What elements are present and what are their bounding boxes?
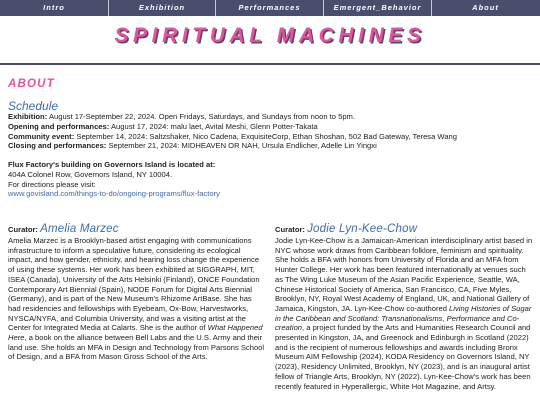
curator-bio: Amelia Marzec is a Brooklyn-based artist engaging with communications infrastructure to inform a speculative future, considering its ecological impact, and how gender, ethnicity, and hearing loss change the experience of using these systems. Her work has been exhibited at SIGGRAPH, MIT, ISEA (Canada), University of the Arts Helsinki (Finland), ONCE Foundation Contemporary Art Biennial (Spain), NODE Forum for Digital Arts Biennial (Germany), and is part of the New Museum's Rhizome ArtBase. She has had residencies and fellowships with Eyebeam, Ox-Bow, Harvestworks, NYSCA/NYFA, and Columbia University, and was a visiting artist at the Center for Integrated Media at Calarts. She is the author of What Happened Here, a book on the alliance between Bell Labs and the U.S. Army and their land use. She holds an MFA in Design and Technology from Parsons School of Design, and a BFA from Mason Gross School of the Arts. xyxy=(8,236,265,362)
curator-header xyxy=(275,223,534,236)
about-heading: ABOUT xyxy=(8,78,55,90)
schedule-closing: Closing and performances: September 21, 2024: MIDHEAVEN OR NAH, Ursula Endlicher, Adelle Lin Yingxi xyxy=(8,141,377,151)
schedule-heading: Schedule xyxy=(8,99,59,113)
curator-amelia xyxy=(8,223,266,362)
curator-label: Curator: xyxy=(8,225,38,234)
schedule-community: Community event: September 14, 2024: Saltzshaker, Nico Cadena, ExquisiteCorp, Ethan Shoshan, 502 Bad Gateway, Teresa Wang xyxy=(8,131,457,141)
curator-name: Jodie Lyn-Kee-Chow xyxy=(307,223,418,235)
curator-jodie xyxy=(275,223,534,391)
title-divider xyxy=(0,63,540,65)
site-title: SPIRITUAL MACHINES xyxy=(114,24,426,47)
nav-performances[interactable]: Performances xyxy=(238,3,301,12)
location-block xyxy=(8,160,220,199)
location-address: 404A Colonel Row, Governors Island, NY 10004. xyxy=(8,169,173,179)
curator-label: Curator: xyxy=(275,225,305,234)
nav-about[interactable]: About xyxy=(472,3,499,12)
directions-link[interactable]: www.govisland.com/things-to-do/ongoing-programs/flux-factory xyxy=(8,189,220,199)
top-nav xyxy=(0,0,540,16)
nav-intro[interactable]: Intro xyxy=(43,3,65,12)
schedule-opening: Opening and performances: August 17, 2024: malu laet, Avital Meshi, Glenn Potter-Takata xyxy=(8,121,318,131)
schedule-exhibition: Exhibition: August 17-September 22, 2024. Open Fridays, Saturdays, and Sundays from noon to 5pm. xyxy=(8,112,355,121)
nav-exhibition[interactable]: Exhibition xyxy=(138,3,186,12)
location-heading: Flux Factory's building on Governors Island is located at: xyxy=(8,160,216,169)
directions-text: For directions please visit: xyxy=(8,179,96,189)
curator-header xyxy=(8,223,266,236)
curator-name: Amelia Marzec xyxy=(40,223,119,235)
curator-bio: Jodie Lyn-Kee-Chow is a Jamaican-American interdisciplinary artist based in NYC whose work draws from Caribbean folklore, feminism and spirituality. She holds a BFA with honors from University of Florida and an MFA from Hunter College. Her work has been featured internationally at venues such as The Wing Luke Museum of the Asian Pacific Experience, Seattle, WA, Chinese Historical Society of America, San Francisco, CA, Five Myles, Brooklyn, NY, Royal West Academy of England, UK, and National Gallery of Jamaica, Kingston, JA. Lyn-Kee-Chow co-authored Living Histories of Sugar in the Caribbean and Scotland: Transnationalisms, Performance and Co-creation, a project funded by the Arts and Humanities Research Council and presented in Kingston, JA, and Greenock and Edinburgh in Scotland (2022) and is the recipient of numerous fellowships and awards including Bronx Museum AIM Fellowship (2024), KODA Residency on Governors Island, NY (2023), Residency Unlimited, Brooklyn, NY (2023), and is an inaugural artist fellow of Triangle Arts, Brooklyn, NY (2022). Lyn-Kee-Chow's work has been recently featured in Hyperallergic, White Hot Magazine, and Artsy. xyxy=(275,236,533,391)
schedule-list xyxy=(8,112,457,151)
book-title: What Happened Here xyxy=(8,323,263,343)
book-title: Living Histories of Sugar in the Caribbean and Scotland: Transnationalisms, Performance and Co-creation xyxy=(275,303,532,333)
nav-emergent-behavior[interactable]: Emergent_Behavior xyxy=(333,3,422,12)
